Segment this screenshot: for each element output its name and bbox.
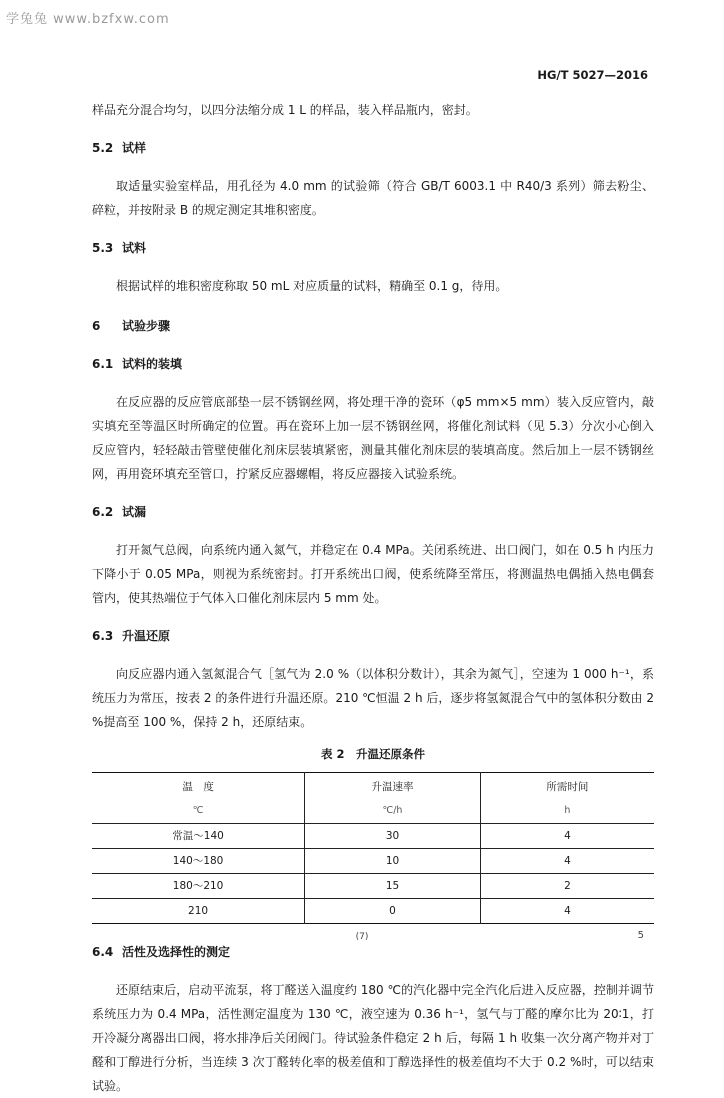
column-unit: ℃/h <box>305 799 481 824</box>
paragraph-6-2: 打开氮气总阀，向系统内通入氮气，并稳定在 0.4 MPa。关闭系统进、出口阀门，如在 0.5 h 内压力下降小于 0.05 MPa，则视为系统密封。打开系统出口阀，使系统降至常压，将测温热电偶插入热电偶套管内，使其热端位于气体入口催化剂床层内 5 mm 处。 <box>92 543 654 605</box>
heading-number: 6 <box>92 319 101 333</box>
column-unit: ℃ <box>92 799 305 824</box>
paragraph-5-3: 根据试样的堆积密度称取 50 mL 对应质量的试料，精确至 0.1 g，待用。 <box>116 279 508 293</box>
heading-title: 升温还原 <box>122 629 171 643</box>
column-unit: h <box>480 799 654 824</box>
heading-5-3 <box>92 236 654 260</box>
paragraph-6-4: 还原结束后，启动平流泵，将丁醛送入温度约 180 ℃的汽化器中完全汽化后进入反应器，控制并调节系统压力为 0.4 MPa，活性测定温度为 130 ℃，液空速为 0.36 h⁻¹，氢气与丁醛的摩尔比为 20∶1，打开冷凝分离器出口阀，将水排净后关闭阀门。待试验条件稳定 2 h 后，每隔 1 h 收集一次分离产物并对丁醛和丁醇进行分析，当连续 3 次丁醛转化率的极差值和丁醇选择性的极差值均不大于 0.2 %时，可以结束试验。 <box>92 983 654 1093</box>
heading-5-2 <box>92 136 654 160</box>
column-header: 升温速率 <box>305 773 481 800</box>
heading-number: 5.2 <box>92 141 114 155</box>
table-title: 表 2 升温还原条件 <box>320 747 425 761</box>
table-cell: 常温～140 <box>172 830 224 842</box>
table-row <box>92 899 654 924</box>
table-cell: 180～210 <box>92 874 305 899</box>
intro-paragraph: 样品充分混合均匀，以四分法缩分成 1 L 的样品，装入样品瓶内，密封。 <box>92 103 478 117</box>
table-cell: 2 <box>480 874 654 899</box>
page-number: 5 <box>637 930 644 941</box>
heading-number: 6.1 <box>92 357 114 371</box>
heading-6-1 <box>92 352 654 376</box>
column-header: 温 度 <box>182 781 214 793</box>
heading-6 <box>92 314 654 338</box>
table-row <box>92 849 654 874</box>
heading-number: 5.3 <box>92 241 114 255</box>
heading-title: 试料的装填 <box>122 357 183 371</box>
heading-title: 活性及选择性的测定 <box>122 945 231 959</box>
watermark: 学兔兔 www.bzfxw.com <box>6 12 170 27</box>
table-cell: 0 <box>305 899 481 924</box>
heading-title: 试样 <box>122 141 147 155</box>
heading-number: 6.4 <box>92 945 114 959</box>
standard-code: HG/T 5027—2016 <box>537 68 648 82</box>
paragraph-6-3: 向反应器内通入氢氮混合气［氢气为 2.0 %（以体积分数计），其余为氮气］，空速为 1 000 h⁻¹，系统压力为常压，按表 2 的条件进行升温还原。210 ℃恒温 2 h 后，逐步将氢氮混合气中的氢体积分数由 2 %提高至 100 %，保持 2 h，还原结束。 <box>92 667 654 729</box>
table-cell: 10 <box>305 849 481 874</box>
table-cell: 140～180 <box>92 849 305 874</box>
table-cell: 30 <box>305 824 481 849</box>
heading-title: 试料 <box>122 241 147 255</box>
footer-sheet-number: (7) <box>355 932 369 942</box>
heading-6-3 <box>92 624 654 648</box>
table-cell: 15 <box>305 874 481 899</box>
heading-title: 试验步骤 <box>122 319 171 333</box>
paragraph-5-2: 取适量实验室样品，用孔径为 4.0 mm 的试验筛（符合 GB/T 6003.1 中 R40/3 系列）筛去粉尘、碎粒，并按附录 B 的规定测定其堆积密度。 <box>92 179 654 217</box>
table-cell: 4 <box>480 849 654 874</box>
page-content <box>92 98 654 1098</box>
table-row <box>92 874 654 899</box>
table-row <box>92 824 654 849</box>
column-header: 所需时间 <box>480 773 654 800</box>
heading-number: 6.3 <box>92 629 114 643</box>
heating-reduction-table <box>92 772 654 924</box>
table-cell: 210 <box>92 899 305 924</box>
heading-6-2 <box>92 500 654 524</box>
heading-number: 6.2 <box>92 505 114 519</box>
heading-6-4 <box>92 940 654 964</box>
table-cell: 4 <box>480 824 654 849</box>
paragraph-6-1: 在反应器的反应管底部垫一层不锈钢丝网，将处理干净的瓷环（φ5 mm×5 mm）装入反应管内，敲实填充至等温区时所确定的位置。再在瓷环上加一层不锈钢丝网，将催化剂试料（见 5.3）分次小心倒入反应管内，轻轻敲击管壁使催化剂床层装填紧密，测量其催化剂床层的装填高度。然后加上一层不锈钢丝网，再用瓷环填充至管口，拧紧反应器螺帽，将反应器接入试验系统。 <box>92 395 654 481</box>
table-cell: 4 <box>480 899 654 924</box>
heading-title: 试漏 <box>122 505 147 519</box>
